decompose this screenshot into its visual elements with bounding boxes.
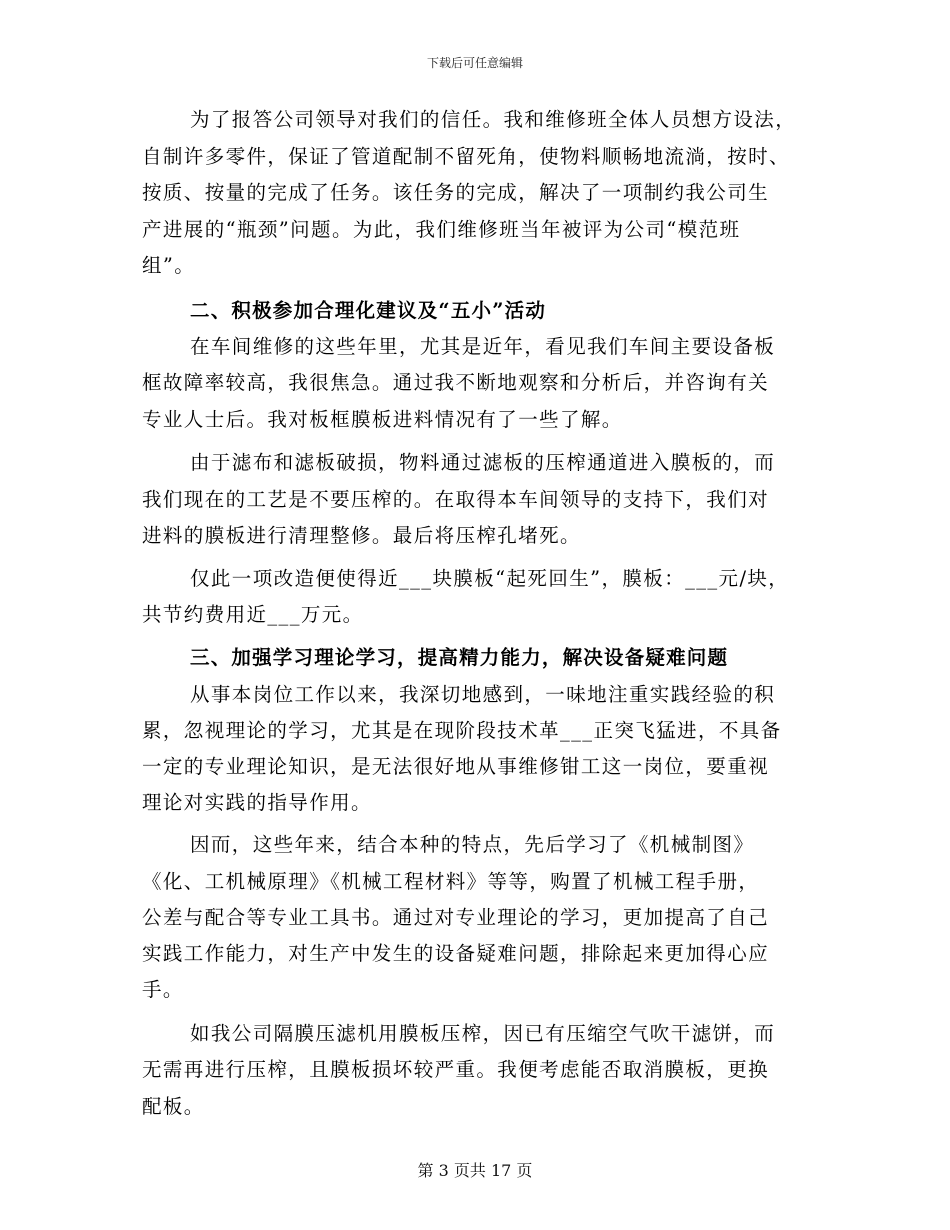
section-heading: 三、加强学习理论学习，提高精力能力，解决设备疑难问题: [190, 646, 729, 669]
paragraph-line: 产进展的“瓶颈”问题。为此，我们维修班当年被评为公司“模范班: [142, 218, 741, 241]
paragraph-line: 在车间维修的这些年里，尤其是近年，看见我们车间主要设备板: [190, 335, 776, 358]
paragraph-line: 框故障率较高，我很焦急。通过我不断地观察和分析后，并咨询有关: [142, 371, 770, 394]
paragraph-line: 进料的膜板进行清理整修。最后将压榨孔堵死。: [142, 524, 581, 547]
paragraph-line: 共节约费用近___万元。: [142, 603, 364, 626]
paragraph-line: 理论对实践的指导作用。: [142, 791, 372, 814]
paragraph-line: 按质、按量的完成了任务。该任务的完成，解决了一项制约我公司生: [142, 181, 770, 204]
section-heading: 二、积极参加合理化建议及“五小”活动: [190, 299, 547, 322]
paragraph-line: 累，忽视理论的学习，尤其是在现阶段技术革___正突飞猛进，不具备: [142, 719, 782, 742]
paragraph-line: 因而，这些年来，结合本种的特点，先后学习了《机械制图》: [190, 833, 755, 856]
paragraph-line: 《化、工机械原理》《机械工程材料》等等，购置了机械工程手册，: [142, 870, 760, 893]
paragraph-line: 如我公司隔膜压滤机用膜板压榨，因已有压缩空气吹干滤饼，而: [190, 1022, 776, 1045]
paragraph-line: 专业人士后。我对板框膜板进料情况有了一些了解。: [142, 408, 623, 431]
paragraph-line: 公差与配合等专业工具书。通过对专业理论的学习，更加提高了自己: [142, 906, 770, 929]
paragraph-line: 实践工作能力，对生产中发生的设备疑难问题，排除起来更加得心应: [142, 942, 770, 965]
paragraph-line: 手。: [142, 978, 184, 1001]
paragraph-line: 仅此一项改造便使得近___块膜板“起死回生”，膜板：___元/块，: [190, 567, 790, 590]
page-footer: 第 3 页共 17 页: [417, 1161, 533, 1180]
paragraph-line: 自制许多零件，保证了管道配制不留死角，使物料顺畅地流淌，按时、: [142, 145, 790, 168]
paragraph-line: 从事本岗位工作以来，我深切地感到，一味地注重实践经验的积: [190, 683, 776, 706]
page-header: 下载后可任意编辑: [426, 56, 523, 70]
paragraph-line: 由于滤布和滤板破损，物料通过滤板的压榨通道进入膜板的，而: [190, 451, 776, 474]
paragraph-line: 一定的专业理论知识，是无法很好地从事维修钳工这一岗位，要重视: [142, 755, 770, 778]
paragraph-line: 我们现在的工艺是不要压榨的。在取得本车间领导的支持下，我们对: [142, 488, 770, 511]
paragraph-line: 配板。: [142, 1095, 205, 1118]
paragraph-line: 无需再进行压榨，且膜板损坏较严重。我便考虑能否取消膜板，更换: [142, 1058, 770, 1081]
paragraph-line: 为了报答公司领导对我们的信任。我和维修班全体人员想方设法，: [190, 108, 797, 131]
paragraph-line: 组”。: [142, 254, 196, 277]
